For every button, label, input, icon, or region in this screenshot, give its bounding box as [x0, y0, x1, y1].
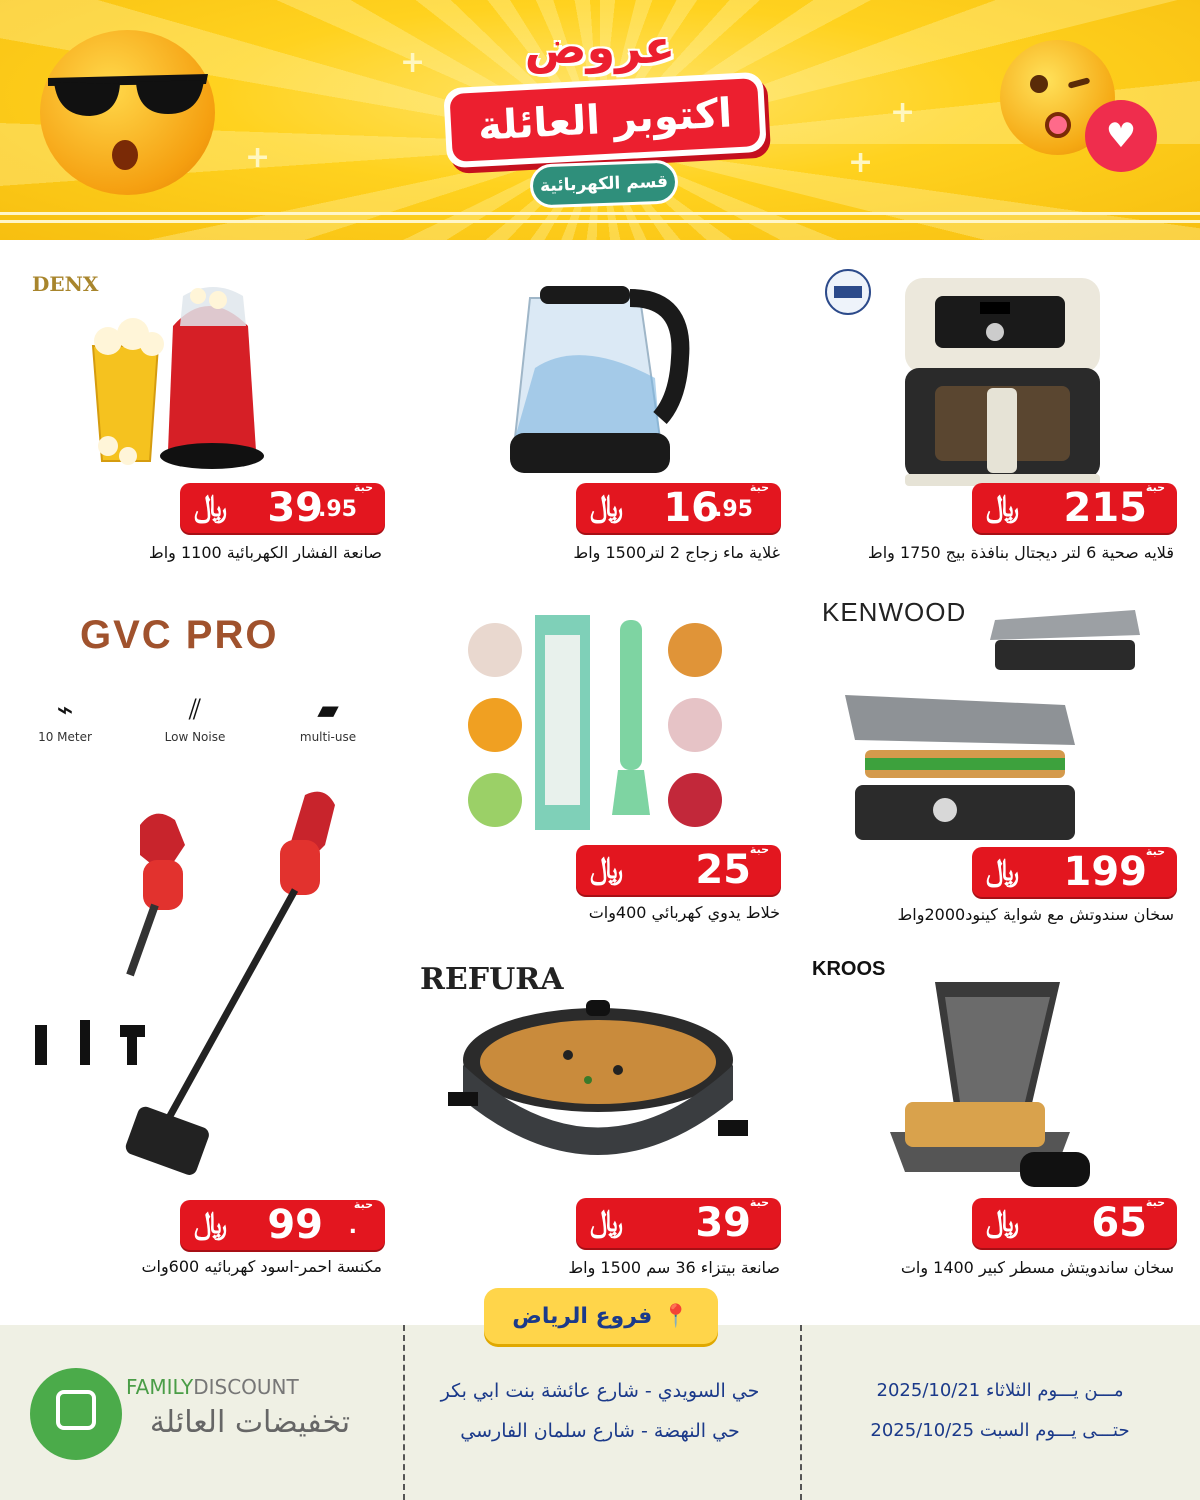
riyal-currency-icon: ﷼: [986, 489, 1020, 524]
price-value: 25: [695, 847, 751, 893]
riyal-currency-icon: ﷼: [194, 1206, 228, 1241]
section-label: قسم الكهربائية: [529, 159, 678, 208]
footer-divider: [403, 1325, 405, 1500]
header-banner: [0, 0, 1200, 240]
logo-text-family: FAMILY: [126, 1375, 194, 1399]
price-tag: [576, 483, 781, 533]
brand-logo: KENWOOD: [822, 597, 967, 627]
price-tag: [180, 1200, 385, 1250]
low-noise-icon: ⫽: [188, 693, 202, 726]
price-tag: [972, 1198, 1177, 1248]
product-card-kettle[interactable]: [400, 258, 800, 598]
header-stripe: [0, 212, 1200, 215]
price-value: 99: [267, 1202, 323, 1248]
product-name: صانعة الفشار الكهربائية 1100 واط: [148, 543, 382, 562]
feature-item: [283, 690, 373, 744]
glass-kettle-image: [510, 278, 695, 482]
product-card-sandwich-maker[interactable]: [800, 950, 1200, 1290]
pin-icon: 📍: [662, 1303, 690, 1329]
branch-address: حي السويدي - شارع عائشة بنت ابي بكر: [440, 1380, 760, 1402]
riyal-currency-icon: ﷼: [590, 851, 624, 886]
product-name: قلايه صحية 6 لتر ديجتال بنافذة بيج 1750 واط: [867, 543, 1174, 562]
campaign-title-banner: [443, 72, 767, 169]
price-value: 65: [1091, 1200, 1147, 1246]
header-stripe: [0, 220, 1200, 223]
price-unit: حبة: [353, 1198, 373, 1211]
product-card-popcorn-maker[interactable]: [0, 258, 400, 598]
price-tag: [180, 483, 385, 533]
price-value: 215: [1063, 485, 1147, 531]
riyal-currency-icon: ﷼: [986, 853, 1020, 888]
branch-address: حي النهضة - شارع سلمان الفارسي: [460, 1420, 740, 1442]
sparkle-icon: +: [848, 145, 874, 180]
feature-item: [150, 690, 240, 744]
feature-label: Low Noise: [164, 730, 226, 744]
price-decimal: .95: [318, 497, 357, 522]
product-card-hand-blender[interactable]: [400, 595, 800, 935]
logo-text-en: [126, 1375, 299, 1399]
product-name: سخان ساندويتش مسطر كبير 1400 وات: [900, 1258, 1174, 1277]
product-card-sandwich-grill[interactable]: [800, 595, 1200, 935]
sparkle-icon: +: [890, 95, 916, 130]
brand-logo: GVC PRO: [80, 613, 279, 657]
product-card-pizza-maker[interactable]: [400, 950, 800, 1290]
riyal-currency-icon: ﷼: [194, 489, 228, 524]
price-tag: [972, 483, 1177, 533]
price-unit: حبة: [749, 843, 769, 856]
price-value: 39: [267, 485, 323, 531]
sandwich-grill-image: [835, 690, 1085, 849]
price-tag: [576, 845, 781, 895]
price-unit: حبة: [353, 481, 373, 494]
product-name: سخان سندوتش مع شواية كينود2000واط: [897, 905, 1174, 924]
product-card-vacuum[interactable]: [0, 595, 400, 1276]
brand-logo: KROOS: [812, 958, 886, 980]
product-card-air-fryer[interactable]: [800, 258, 1200, 598]
family-discount-logo-icon: [30, 1368, 122, 1460]
offer-start-date: مـــن يـــوم الثلاثاء 2025/10/21: [876, 1380, 1124, 1401]
price-tag: [972, 847, 1177, 897]
pizza-maker-image: [448, 1000, 758, 1184]
cable-icon: ⌁: [56, 693, 74, 726]
vacuum-feature-list: [30, 690, 370, 760]
riyal-currency-icon: ﷼: [590, 1204, 624, 1239]
offer-end-date: حتـــى يـــوم السبت 2025/10/25: [870, 1420, 1130, 1441]
branches-title: [484, 1288, 718, 1344]
multi-use-icon: ▰: [317, 693, 339, 726]
product-name: خلاط يدوي كهربائي 400وات: [588, 903, 780, 922]
feature-item: [20, 690, 110, 744]
price-value: 39: [695, 1200, 751, 1246]
price-value: 199: [1063, 849, 1147, 895]
price-decimal: .95: [714, 497, 753, 522]
riyal-currency-icon: ﷼: [590, 489, 624, 524]
product-name: مكنسة احمر-اسود كهربائيه 600وات: [141, 1257, 382, 1276]
small-grill-image: [985, 600, 1145, 679]
logo-text-discount: DISCOUNT: [193, 1375, 299, 1399]
stick-vacuum-image: [25, 785, 365, 1199]
price-unit: حبة: [1145, 845, 1165, 858]
price-tag: [576, 1198, 781, 1248]
sandwich-maker-image: [870, 972, 1120, 1196]
price-unit: حبة: [749, 1196, 769, 1209]
price-unit: حبة: [1145, 1196, 1165, 1209]
brand-logo: REFURA: [420, 962, 564, 997]
popcorn-maker-image: [88, 286, 278, 475]
product-name: صانعة بيتزاء 36 سم 1500 واط: [568, 1258, 780, 1277]
feature-label: multi-use: [299, 730, 357, 744]
brand-seal-icon: [824, 268, 872, 320]
logo-text-ar: تخفيضات العائلة: [149, 1405, 351, 1440]
branches-title-text: فروع الرياض: [512, 1303, 653, 1329]
offers-title: عروض: [524, 20, 676, 74]
feature-label: 10 Meter: [38, 730, 92, 744]
riyal-currency-icon: ﷼: [986, 1204, 1020, 1239]
air-fryer-image: [895, 278, 1110, 492]
price-unit: حبة: [1145, 481, 1165, 494]
campaign-title: اكتوبر العائلة: [449, 78, 760, 162]
hand-blender-image: [460, 610, 730, 839]
sunglasses-emoji-icon: [40, 30, 215, 195]
sparkle-icon: +: [400, 45, 426, 80]
sparkle-icon: +: [245, 140, 271, 175]
footer-divider: [800, 1325, 802, 1500]
product-name: غلاية ماء زجاج 2 لتر1500 واط: [573, 543, 780, 562]
brand-logo: DENX: [32, 272, 99, 296]
heart-icon: ♥: [1085, 100, 1157, 172]
price-decimal: .: [348, 1214, 357, 1239]
price-value: 16: [663, 485, 719, 531]
price-unit: حبة: [749, 481, 769, 494]
